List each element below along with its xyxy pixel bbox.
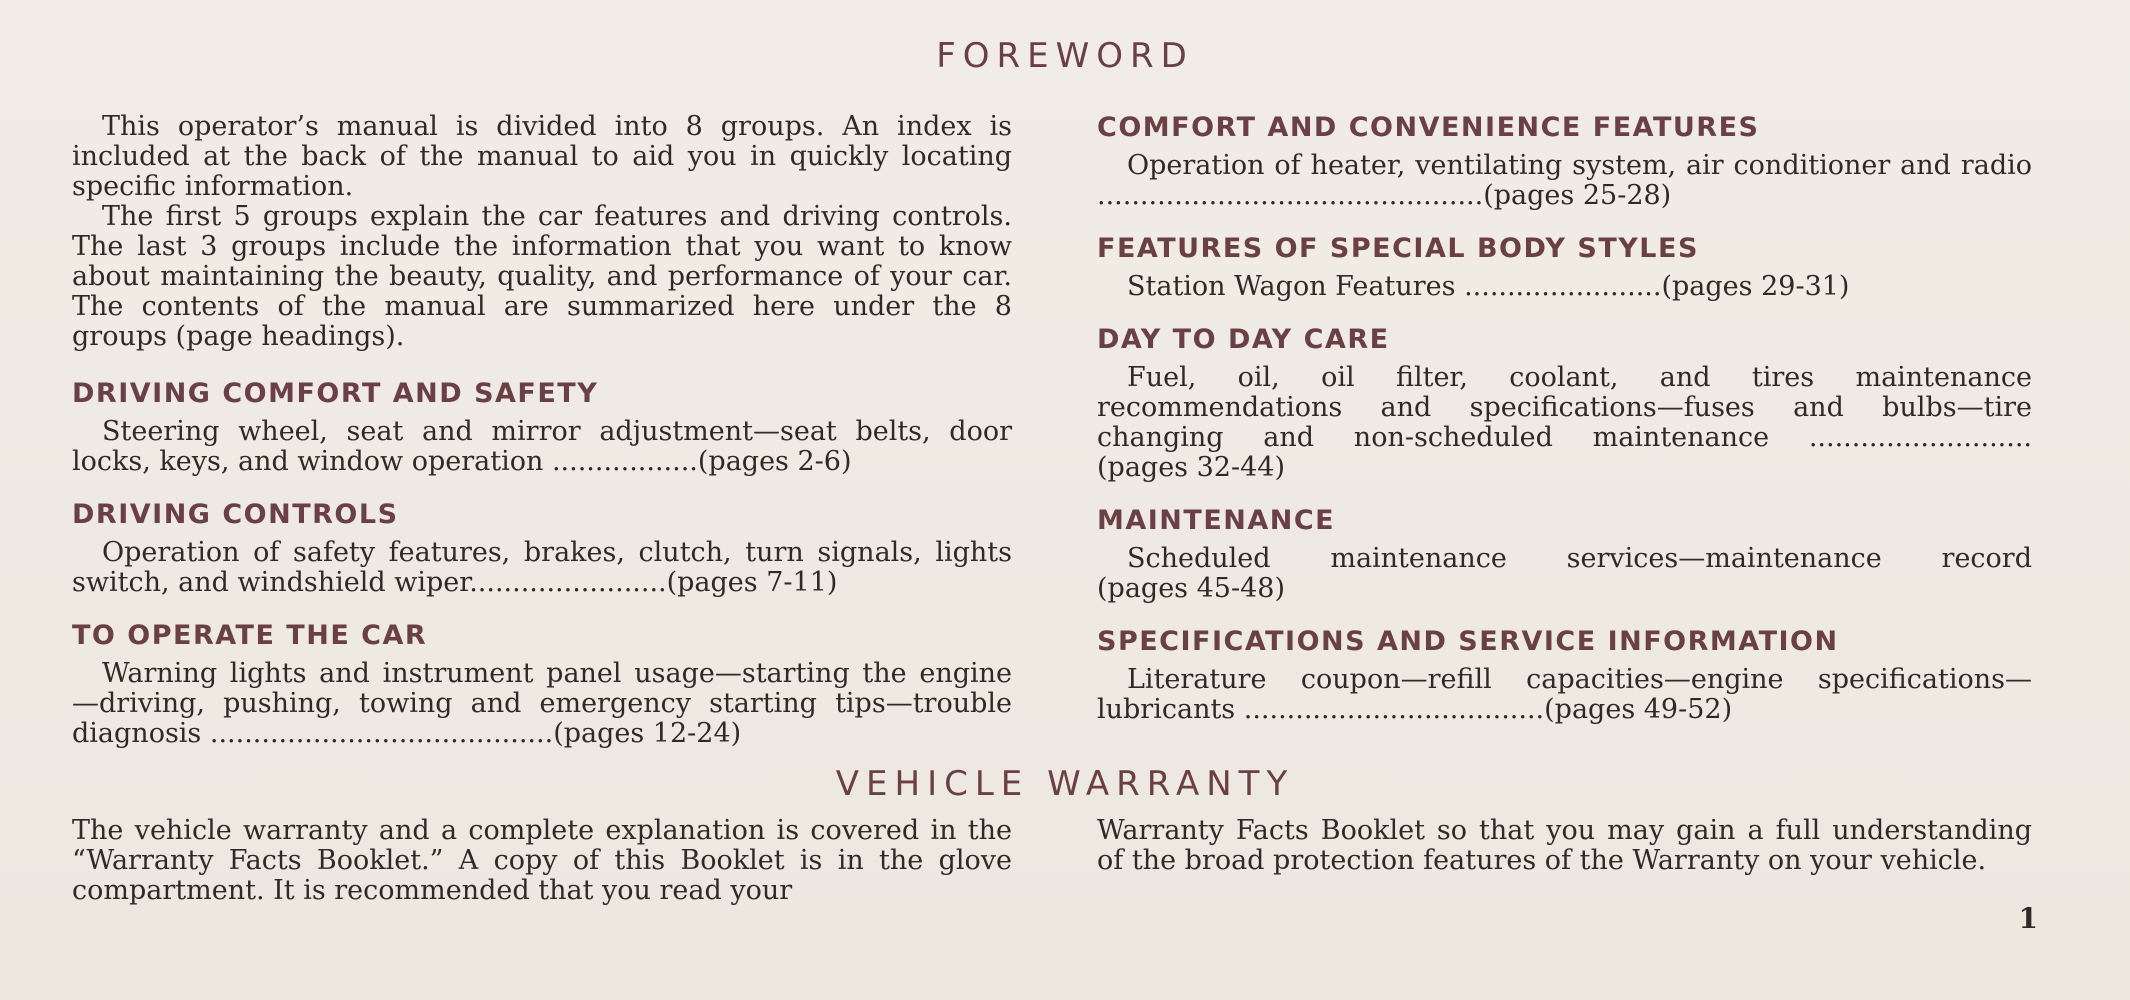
- section-specifications: [1097, 626, 2032, 725]
- section-description: [1097, 363, 2032, 483]
- section-pages: (pages 29-31): [1661, 271, 1850, 302]
- section-heading: DRIVING CONTROLS: [72, 499, 399, 530]
- section-text: Warning lights and instrument panel usage—starting the engine —driving, pushing, towing and emergency starting tips—trouble diagnosis ........................................: [72, 658, 1012, 749]
- section-heading: MAINTENANCE: [1097, 505, 1336, 536]
- section-description: [1097, 665, 2032, 725]
- warranty-text-right: Warranty Facts Booklet so that you may gain a full understanding of the broad protection features of the Warranty on your vehicle.: [1097, 815, 2032, 876]
- section-special-body-styles: [1097, 233, 2032, 302]
- intro-paragraph-2: The first 5 groups explain the car features and driving controls. The last 3 groups include the information that you want to know about maintaining the beauty, quality, and performance of your car. The contents of the manual are summarized here under the 8 groups (page headings).: [72, 201, 1012, 352]
- section-description: [1097, 272, 2032, 302]
- section-heading: DAY TO DAY CARE: [1097, 324, 1390, 355]
- section-text: Operation of heater, ventilating system, air conditioner and radio .............................................: [1097, 150, 2032, 211]
- section-driving-comfort: [72, 378, 1012, 477]
- section-pages: (pages 12-24): [553, 718, 742, 749]
- section-text: Operation of safety features, brakes, clutch, turn signals, lights switch, and windshield wiper.......................: [72, 537, 1012, 598]
- left-column: [72, 112, 1012, 749]
- section-heading: DRIVING COMFORT AND SAFETY: [72, 378, 599, 409]
- right-column: [1097, 112, 2032, 725]
- intro-paragraph-1: This operator’s manual is divided into 8 groups. An index is included at the back of the manual to aid you in quickly locating specific information.: [72, 111, 1012, 202]
- section-maintenance: [1097, 505, 2032, 604]
- page-number: 1: [2018, 902, 2038, 935]
- section-text: Literature coupon—refill capacities—engine specifications—lubricants ...................................: [1097, 664, 2032, 725]
- section-pages: (pages 25-28): [1483, 180, 1672, 211]
- section-heading: FEATURES OF SPECIAL BODY STYLES: [1097, 233, 1699, 264]
- section-day-to-day-care: [1097, 324, 2032, 483]
- section-pages: (pages 45-48): [1097, 573, 1285, 604]
- section-pages: (pages 7-11): [666, 567, 838, 598]
- section-heading: SPECIFICATIONS AND SERVICE INFORMATION: [1097, 626, 1839, 657]
- section-pages: (pages 2-6): [697, 446, 852, 477]
- section-comfort-convenience: [1097, 112, 2032, 211]
- section-text: Scheduled maintenance services—maintenance record: [1127, 543, 2032, 574]
- section-pages: (pages 49-52): [1544, 694, 1733, 725]
- section-description: [1097, 544, 2032, 604]
- section-description: [1097, 151, 2032, 211]
- section-description: [72, 659, 1012, 749]
- intro: [72, 112, 1012, 352]
- section-operate-car: [72, 620, 1012, 749]
- section-text: Steering wheel, seat and mirror adjustment—seat belts, door locks, keys, and window operation .................: [72, 416, 1012, 477]
- section-driving-controls: [72, 499, 1012, 598]
- section-text: Fuel, oil, oil filter, coolant, and tires maintenance recommendations and specifications—fuses and bulbs—tire changing and non-scheduled maintenance ..........................: [1097, 362, 2032, 453]
- warranty-text-left: The vehicle warranty and a complete explanation is covered in the “Warranty Facts Booklet.” A copy of this Booklet is in the glove compartment. It is recommended that you read your: [72, 815, 1012, 906]
- section-heading: TO OPERATE THE CAR: [72, 620, 428, 651]
- section-heading: COMFORT AND CONVENIENCE FEATURES: [1097, 112, 1760, 143]
- foreword-title: FOREWORD: [936, 36, 1194, 76]
- section-description: [72, 538, 1012, 598]
- section-pages: (pages 32-44): [1097, 452, 1285, 483]
- section-description: [72, 417, 1012, 477]
- warranty-title: VEHICLE WARRANTY: [835, 764, 1295, 804]
- section-text: Station Wagon Features .......................: [1127, 271, 1662, 302]
